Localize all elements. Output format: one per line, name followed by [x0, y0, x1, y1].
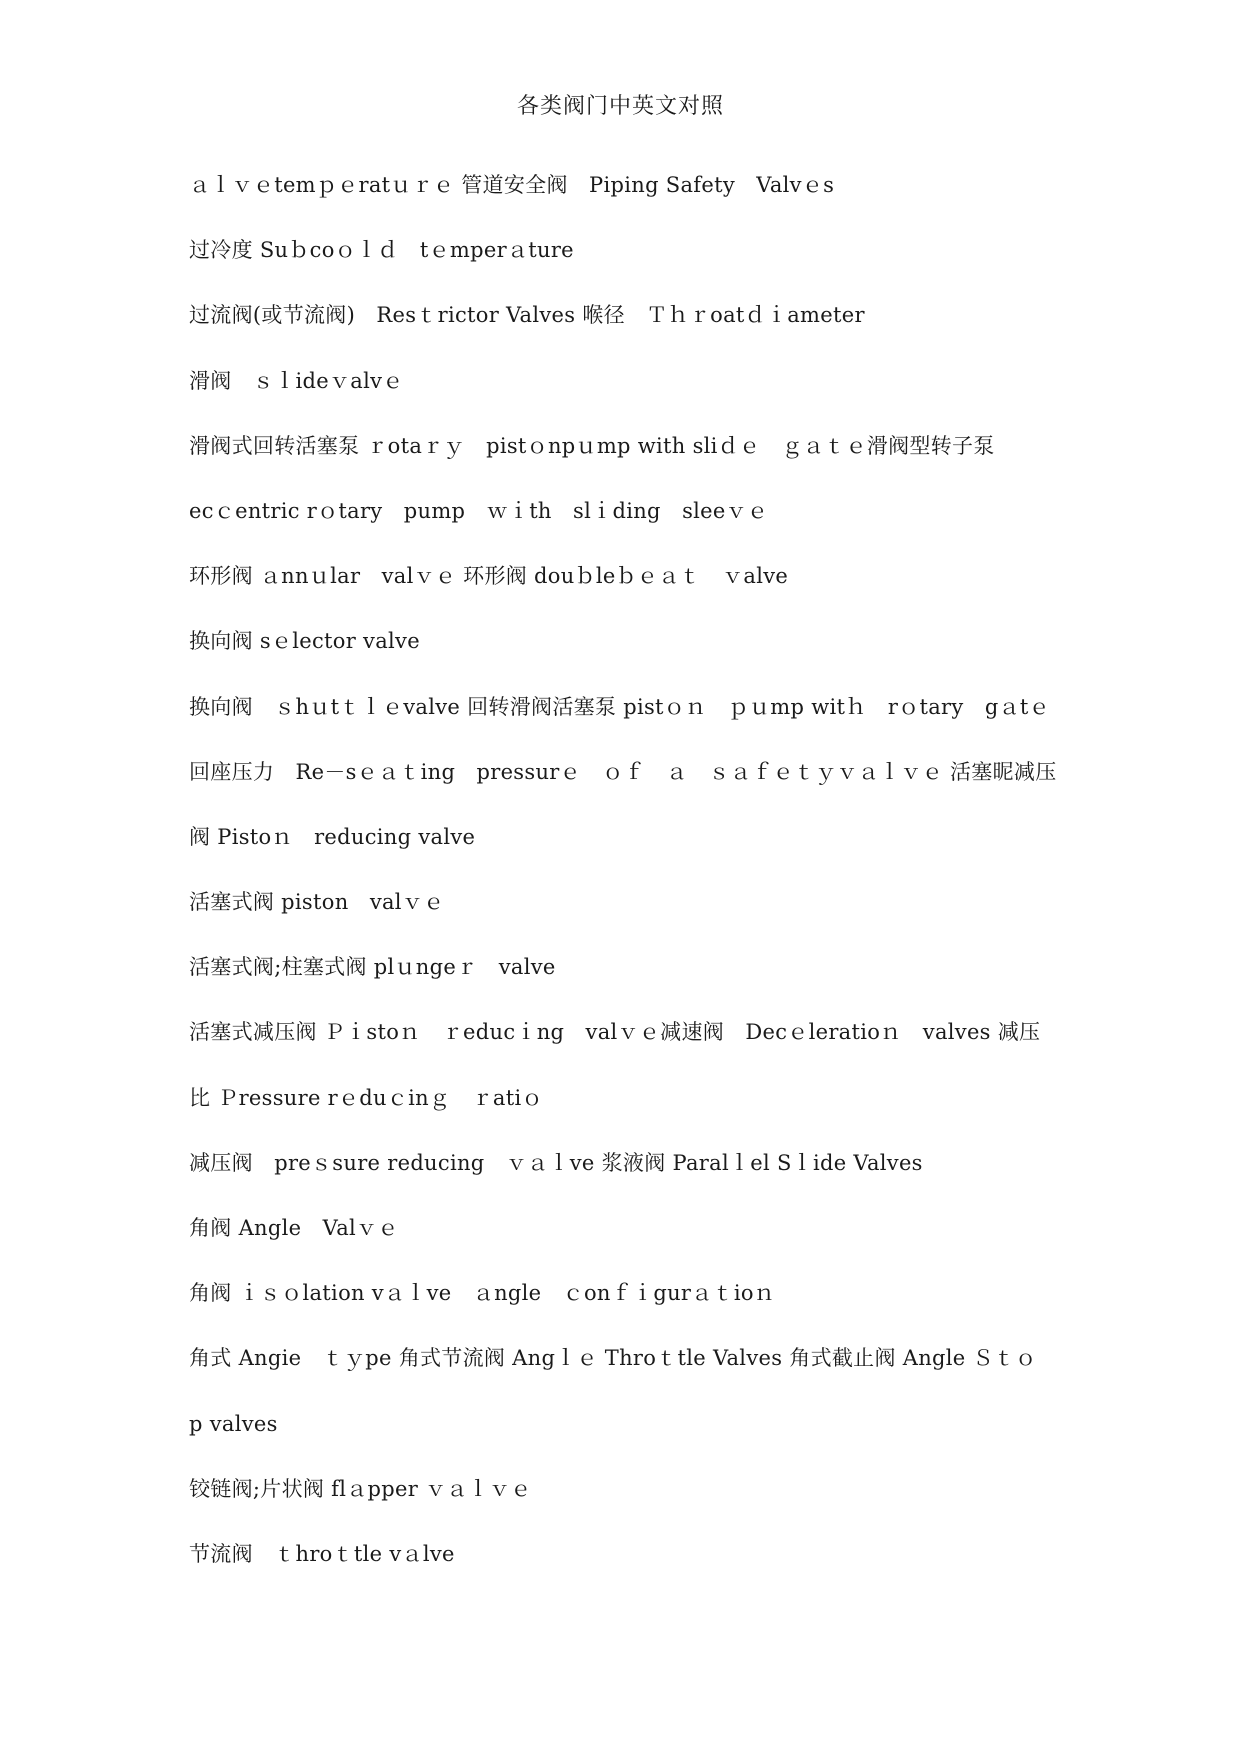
glossary-line: 换向阀 ｓhｕtｔｌｅvalve 回转滑阀活塞泵 pistｏｎ ｐｕmp witｈ rｏtary gａtｅ — [189, 694, 1050, 719]
glossary-line: 角阀 Angle Valｖｅ — [189, 1216, 399, 1240]
glossary-line: 回座压力 Re－sｅａｔing pressurｅ ｏｆ ａ ｓａｆｅｔｙｖａｌｖｅ 活塞昵减压 — [189, 759, 1057, 784]
glossary-line: 过冷度 Suｂcoｏｌｄ tｅmperａture — [189, 238, 574, 263]
glossary-line: 过流阀(或节流阀) Resｔrictor Valves 喉径 Ｔｈｒoatｄｉameter — [189, 303, 865, 328]
glossary-line: 角阀 ｉｓｏlation vａｌve ａngle ｃonｆｉgurａｔioｎ — [189, 1281, 776, 1306]
glossary-line: 活塞式阀 piston valｖｅ — [189, 890, 445, 915]
glossary-line: 滑阀式回转活塞泵 ｒotaｒｙ pistｏnpｕmp with sliｄｅ ｇａｔｅ滑阀型转子泵 — [189, 433, 995, 458]
glossary-line: 活塞式减压阀 Ｐｉstoｎ ｒeducｉng valｖｅ减速阀 Decｅleratioｎ valves 减压 — [189, 1020, 1041, 1045]
document-title: 各类阀门中英文对照 — [516, 94, 724, 119]
glossary-line: 角式 Angie ｔｙpe 角式节流阀 Angｌｅ Throｔtle Valves 角式截止阀 Angle Ｓｔｏ — [189, 1346, 1037, 1371]
glossary-line: p valves — [189, 1411, 278, 1436]
glossary-line: ａｌｖｅtemｐｅratｕｒｅ 管道安全阀 Piping Safety Valvｅs — [189, 173, 835, 197]
glossary-line: 滑阀 ｓｌideｖalvｅ — [189, 368, 404, 393]
glossary-line: 减压阀 preｓsure reducing ｖａｌve 浆液阀 Paralｌel Sｌide Valves — [189, 1150, 923, 1175]
glossary-line: 换向阀 sｅlector valve — [189, 629, 420, 654]
glossary-line: 节流阀 ｔhroｔtle vａlve — [189, 1541, 455, 1566]
glossary-line: 比 Ｐressure rｅduｃinｇ ｒatiｏ — [189, 1085, 543, 1110]
glossary-line: 活塞式阀;柱塞式阀 plｕngeｒ valve — [189, 955, 556, 980]
glossary-line: 环形阀 ａnnｕlar valｖｅ 环形阀 douｂleｂｅａｔ ｖalve — [189, 564, 789, 589]
glossary-list — [189, 170, 1069, 1604]
glossary-line: 阀 Pistoｎ reducing valve — [189, 824, 476, 849]
glossary-line: 铰链阀;片状阀 flａpper ｖａｌｖｅ — [189, 1476, 532, 1501]
glossary-line: ecｃentric rｏtary pump ｗｉth slｉding sleeｖｅ — [189, 498, 769, 523]
